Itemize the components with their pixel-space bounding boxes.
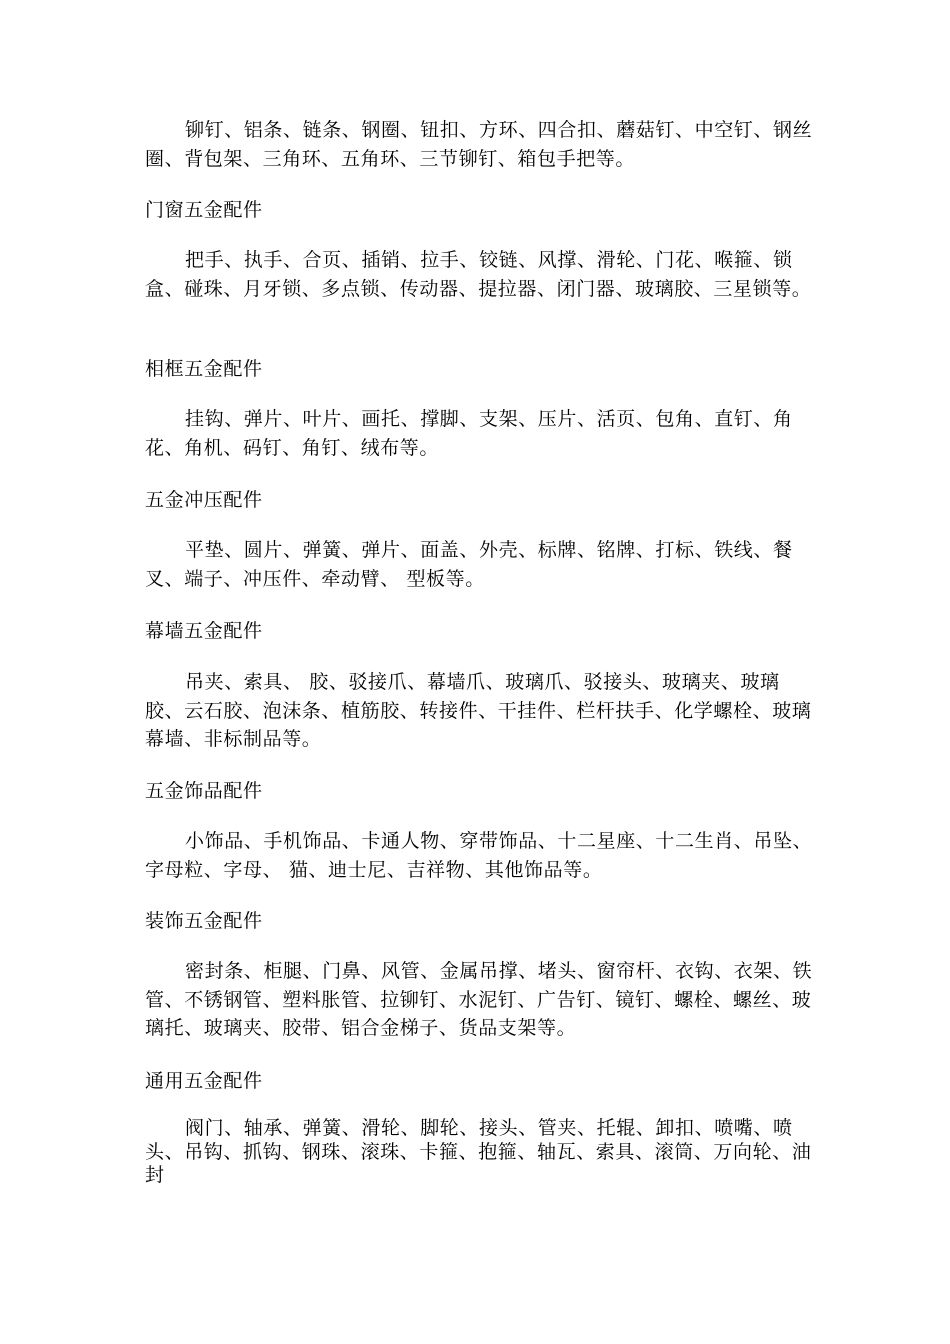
paragraph-general-hardware: 阀门、轴承、弹簧、滑轮、脚轮、接头、管夹、托辊、卸扣、喷嘴、喷头、吊钩、抓钩、钢珠、滚珠、卡箍、抱箍、轴瓦、索具、滚筒、万向轮、油封 <box>145 1117 812 1186</box>
heading-general-hardware: 通用五金配件 <box>145 1070 263 1092</box>
heading-frame-hardware: 相框五金配件 <box>145 358 263 380</box>
paragraph-decorative-hardware: 密封条、柜腿、门鼻、风管、金属吊撑、堵头、窗帘杆、衣钩、衣架、铁管、不锈钢管、塑料胀管、拉铆钉、水泥钉、广告钉、镜钉、螺栓、螺丝、玻璃托、玻璃夹、胶带、铝合金梯子、货品支架等。 <box>145 960 813 1039</box>
paragraph-door-window-hardware: 把手、执手、合页、插销、拉手、铰链、风撑、滑轮、门花、喉箍、锁盒、碰珠、月牙锁、多点锁、传动器、提拉器、闭门器、玻璃胶、三星锁等。 <box>145 249 812 300</box>
paragraph-curtain-wall-hardware: 吊夹、索具、 胶、驳接爪、幕墙爪、玻璃爪、驳接头、玻璃夹、玻璃胶、云石胶、泡沫条、植筋胶、转接件、干挂件、栏杆扶手、化学螺栓、玻璃幕墙、非标制品等。 <box>145 671 812 750</box>
paragraph-frame-hardware: 挂钩、弹片、叶片、画托、撑脚、支架、压片、活页、包角、直钉、角花、角机、码钉、角钉、绒布等。 <box>145 408 793 459</box>
paragraph-luggage-parts: 铆钉、铝条、链条、钢圈、钮扣、方环、四合扣、蘑菇钉、中空钉、钢丝圈、背包架、三角环、五角环、三节铆钉、箱包手把等。 <box>145 119 813 170</box>
heading-stamping-hardware: 五金冲压配件 <box>145 489 263 511</box>
paragraph-stamping-hardware: 平垫、圆片、弹簧、弹片、面盖、外壳、标牌、铭牌、打标、铁线、餐叉、端子、冲压件、牵动臂、 型板等。 <box>145 539 793 590</box>
heading-decorative-hardware: 装饰五金配件 <box>145 910 263 932</box>
heading-door-window-hardware: 门窗五金配件 <box>145 199 263 221</box>
heading-ornament-hardware: 五金饰品配件 <box>145 780 263 802</box>
paragraph-ornament-hardware: 小饰品、手机饰品、卡通人物、穿带饰品、十二星座、十二生肖、吊坠、字母粒、字母、 猫、迪士尼、吉祥物、其他饰品等。 <box>145 830 813 881</box>
heading-curtain-wall-hardware: 幕墙五金配件 <box>145 620 263 642</box>
